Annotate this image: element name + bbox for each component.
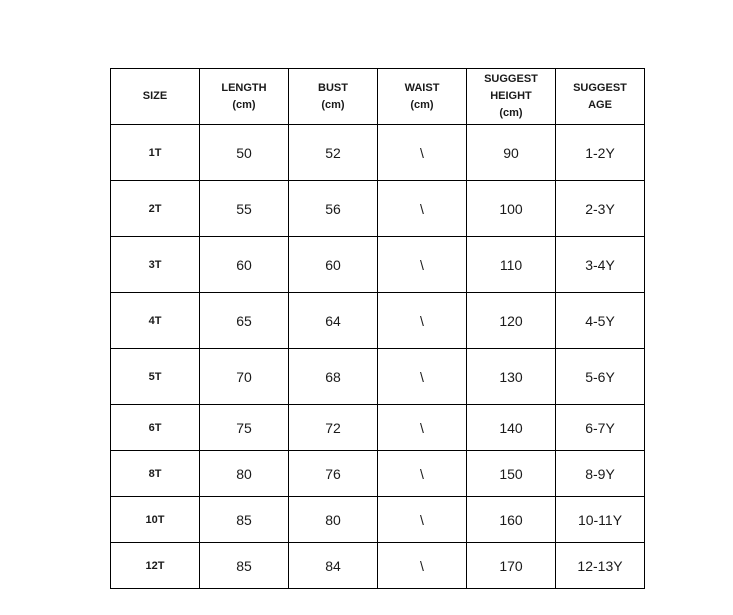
table-row xyxy=(111,237,645,293)
height-cell: 170 xyxy=(467,543,556,589)
height-cell: 100 xyxy=(467,181,556,237)
age-cell: 4-5Y xyxy=(556,293,645,349)
size-cell: 4T xyxy=(111,293,200,349)
header-size xyxy=(111,69,200,125)
height-cell: 110 xyxy=(467,237,556,293)
age-cell: 12-13Y xyxy=(556,543,645,589)
table-row xyxy=(111,543,645,589)
header-waist-unit: (cm) xyxy=(410,98,434,111)
bust-cell: 60 xyxy=(289,237,378,293)
size-chart-table xyxy=(110,68,645,589)
waist-cell: \ xyxy=(378,543,467,589)
table-row xyxy=(111,405,645,451)
waist-cell: \ xyxy=(378,293,467,349)
length-cell: 70 xyxy=(200,349,289,405)
header-suggest-age xyxy=(556,69,645,125)
age-cell: 10-11Y xyxy=(556,497,645,543)
age-cell: 1-2Y xyxy=(556,125,645,181)
waist-cell: \ xyxy=(378,451,467,497)
bust-cell: 80 xyxy=(289,497,378,543)
length-cell: 80 xyxy=(200,451,289,497)
age-cell: 2-3Y xyxy=(556,181,645,237)
bust-cell: 76 xyxy=(289,451,378,497)
age-cell: 8-9Y xyxy=(556,451,645,497)
waist-cell: \ xyxy=(378,405,467,451)
header-size-label: SIZE xyxy=(142,90,168,102)
bust-cell: 68 xyxy=(289,349,378,405)
header-waist xyxy=(378,69,467,125)
waist-cell: \ xyxy=(378,125,467,181)
header-suggest-height xyxy=(467,69,556,125)
table-row xyxy=(111,497,645,543)
size-cell: 6T xyxy=(111,405,200,451)
header-bust xyxy=(289,69,378,125)
length-cell: 55 xyxy=(200,181,289,237)
size-cell: 12T xyxy=(111,543,200,589)
table-row xyxy=(111,293,645,349)
length-cell: 60 xyxy=(200,237,289,293)
age-cell: 6-7Y xyxy=(556,405,645,451)
size-cell: 3T xyxy=(111,237,200,293)
table-row xyxy=(111,181,645,237)
waist-cell: \ xyxy=(378,237,467,293)
header-suggest-height-label-1: SUGGEST xyxy=(484,73,538,85)
table-row xyxy=(111,349,645,405)
header-waist-label: WAIST xyxy=(404,81,440,94)
header-length-unit: (cm) xyxy=(232,98,256,111)
length-cell: 50 xyxy=(200,125,289,181)
size-cell: 5T xyxy=(111,349,200,405)
height-cell: 130 xyxy=(467,349,556,405)
header-bust-unit: (cm) xyxy=(321,98,345,111)
height-cell: 150 xyxy=(467,451,556,497)
bust-cell: 84 xyxy=(289,543,378,589)
header-suggest-age-label-1: SUGGEST xyxy=(573,81,627,94)
length-cell: 85 xyxy=(200,497,289,543)
height-cell: 90 xyxy=(467,125,556,181)
height-cell: 160 xyxy=(467,497,556,543)
height-cell: 120 xyxy=(467,293,556,349)
waist-cell: \ xyxy=(378,349,467,405)
bust-cell: 72 xyxy=(289,405,378,451)
size-cell: 8T xyxy=(111,451,200,497)
length-cell: 75 xyxy=(200,405,289,451)
header-length-label: LENGTH xyxy=(221,81,267,94)
bust-cell: 64 xyxy=(289,293,378,349)
size-cell: 1T xyxy=(111,125,200,181)
length-cell: 65 xyxy=(200,293,289,349)
header-row xyxy=(111,69,645,125)
size-cell: 2T xyxy=(111,181,200,237)
header-bust-label: BUST xyxy=(318,81,348,94)
header-length xyxy=(200,69,289,125)
table-row xyxy=(111,125,645,181)
age-cell: 5-6Y xyxy=(556,349,645,405)
height-cell: 140 xyxy=(467,405,556,451)
waist-cell: \ xyxy=(378,497,467,543)
header-suggest-age-label-2: AGE xyxy=(588,98,612,111)
table-row xyxy=(111,451,645,497)
length-cell: 85 xyxy=(200,543,289,589)
bust-cell: 52 xyxy=(289,125,378,181)
age-cell: 3-4Y xyxy=(556,237,645,293)
bust-cell: 56 xyxy=(289,181,378,237)
header-suggest-height-label-2: HEIGHT xyxy=(490,90,532,102)
waist-cell: \ xyxy=(378,181,467,237)
header-suggest-height-unit: (cm) xyxy=(499,107,523,119)
size-cell: 10T xyxy=(111,497,200,543)
